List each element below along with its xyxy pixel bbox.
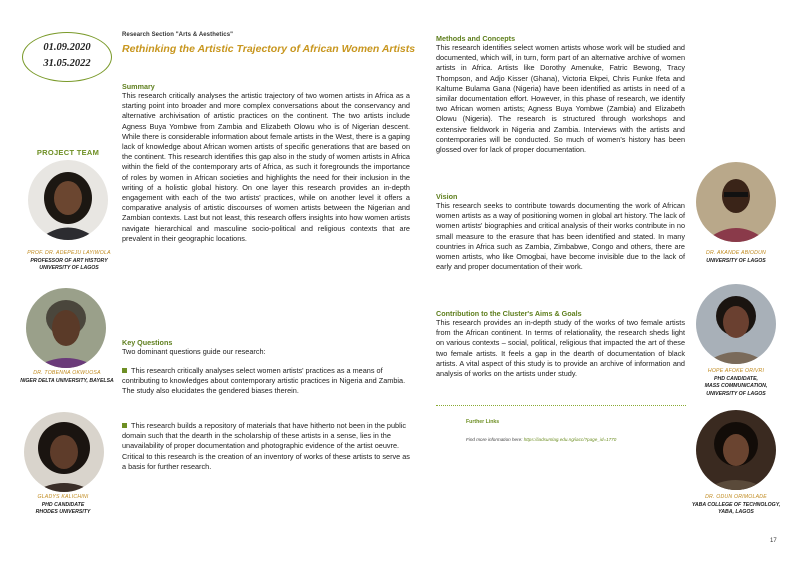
member-name: GLADYS KALICHINI <box>37 494 89 500</box>
avatar-kalichini <box>24 412 104 492</box>
start-date: 01.09.2020 <box>43 42 91 53</box>
member-name: HOPE AFOKE ORIVRI <box>707 368 765 374</box>
caption-layiwola <box>10 250 128 273</box>
member-affiliation: UNIVERSITY OF LAGOS <box>39 265 99 271</box>
portrait-photo-icon <box>696 284 776 364</box>
methods-heading: Methods and Concepts <box>436 34 516 43</box>
summary-heading: Summary <box>122 82 155 91</box>
member-affiliation: MASS COMMUNICATION, <box>704 383 768 389</box>
member-name: DR. ODUN ORIMOLADE <box>705 494 767 500</box>
key-questions-intro: Two dominant questions guide our research: <box>122 347 266 356</box>
avatar-layiwola <box>28 160 108 240</box>
caption-kalichini <box>6 494 120 517</box>
key-question-text: This research critically analyses select women artists' practices as a means of contributing to knowledges about contemporary artistic practices in Nigeria and Zambia. The study also elucidates the gendered biases therein. <box>122 366 406 396</box>
member-affiliation: UNIVERSITY OF LAGOS <box>706 257 766 264</box>
caption-abiodun <box>684 250 788 265</box>
methods-text: This research identifies select women artists whose work will be studied and documented, which will, in turn, form part of an alternative archive of women artists in Africa. Artists like Dorothy Amenuke, Fatric Bewong, Tracy Thompson, and Adjo Kisser (Ghana), Victoria Ekpei, Chris Funke Ifeta and Kaltume Bulama Gana (Nigeria) have been identified as artists in need of a similar documentation effort. However, in this phase of research, we identify two African women artists; Agness Buya Yombwe (Zambia) and Elizabeth Olowu (Nigeria). The research is structured through workshops and extensive fieldwork in Nigeria and Zambia. Interviews with the artists and contemporaries will be conducted. So much of women's history has been glossed over for lack of proper documentation. <box>436 43 685 155</box>
avatar-orivri <box>696 284 776 364</box>
member-name: DR. TOBENNA OKWUOSA <box>33 370 101 376</box>
member-affiliation: PHD CANDIDATE <box>41 501 85 508</box>
further-links-line <box>466 437 616 442</box>
dates-oval <box>22 32 112 82</box>
portrait-photo-icon <box>696 162 776 242</box>
caption-orimolade <box>684 494 788 517</box>
contribution-heading: Contribution to the Cluster's Aims & Goals <box>436 309 582 318</box>
vision-heading: Vision <box>436 192 458 201</box>
caption-orivri <box>684 368 788 398</box>
avatar-abiodun <box>696 162 776 242</box>
member-affiliation: YABA, LAGOS <box>718 509 754 515</box>
end-date: 31.05.2022 <box>43 58 91 69</box>
page-title: Rethinking the Artistic Trajectory of African Women Artists <box>122 43 416 55</box>
section-label: Research Section "Arts & Aesthetics" <box>122 32 234 38</box>
portrait-photo-icon <box>28 160 108 240</box>
summary-text: This research critically analyses the artistic trajectory of two women artists in Africa as a starting point into broader and more complex conversations about the conservancy and alternative archivisation of artistic practices on the continent. The two artists include Agness Buya Yombwe from Zambia and Elizabeth Olowu who is of Nigerian descent. While there is considerable information about female artists in the West, there is a gaping lack of knowledge about African women artists of specific generations that are based on the continent. This research identifies this gap also in the study of women artists in Africa within the field of the contemporary arts of Africa, as such it foregrounds the importance of roles by women in African societies and highlights the need for their inclusion in the writing of a holistic global history. On one layer this research provides an in-depth engagement with each of the two artists' practices, while on another level it offers a comparative analysis of artistic discourses of women artists between the Nigerian and Zambian contexts. Last but not least, this research offers insights into how women artists navigate hierarchical and masculine socio-political and religious contexts that are prevalent in their geographic locations. <box>122 91 410 243</box>
avatar-orimolade <box>696 410 776 490</box>
key-question-text: This research builds a repository of materials that have hitherto not been in the public domain such that the dearth in the scholarship of these artists in a sense, lies in the unavailability of proper documentation and photographic evidence of the artist oeuvre. Critical to this research is the creation of an inventory of works of these artists to serve as a basis for further research. <box>122 421 410 471</box>
member-name: DR. AKANDE ABIODUN <box>706 250 766 256</box>
dotted-divider <box>436 405 686 406</box>
member-name: PROF. DR. ADEPEJU LAYIWOLA <box>27 250 111 256</box>
vision-text: This research seeks to contribute towards documenting the work of African women artists as a way of positioning women in global art history. The lack of women artists' biographies and critical analysis of their works contribute in no small measure to the erasure that has been identified and stated. In many countries in Africa such as Zambia, Zimbabwe, Congo and others, there are women artists, who like Omogbai, have become invisible due to the lack of early and proper documentation of their work. <box>436 201 685 272</box>
member-affiliation: PROFESSOR OF ART HISTORY <box>30 257 108 264</box>
avatar-okwuosa <box>26 288 106 368</box>
member-affiliation: PHD CANDIDATE, <box>714 375 758 382</box>
member-affiliation: NIGER DELTA UNIVERSITY, BAYELSA <box>20 377 114 384</box>
key-questions-heading: Key Questions <box>122 338 173 347</box>
key-question-item <box>122 366 410 397</box>
page-number: 17 <box>770 538 777 544</box>
member-affiliation: RHODES UNIVERSITY <box>35 509 91 515</box>
portrait-photo-icon <box>696 410 776 490</box>
further-links-url[interactable]: https://iadsumlag.edu.ng/iacc/?page_id=1770 <box>523 437 617 442</box>
bullet-square-icon <box>122 423 127 428</box>
further-links-heading: Further Links <box>466 419 500 425</box>
portrait-photo-icon <box>26 288 106 368</box>
contribution-text: This research provides an in-depth study of the works of two female artists from the African continent. In terms of relationality, the research sheds light on various contexts – social, political, religious that impacted the art of these two female artists. It feels a gap in the dearth of documentation of black artists. A vital aspect of this study is to provide an archive of information and analysis of works on the artists under study. <box>436 318 685 379</box>
member-affiliation: UNIVERSITY OF LAGOS <box>706 390 766 397</box>
bullet-square-icon <box>122 368 127 373</box>
portrait-photo-icon <box>24 412 104 492</box>
project-team-heading: PROJECT TEAM <box>36 148 100 157</box>
caption-okwuosa <box>10 370 124 385</box>
key-question-item <box>122 421 410 472</box>
member-affiliation: YABA COLLEGE OF TECHNOLOGY, <box>691 501 781 508</box>
further-links-prefix: Find more information here: <box>466 437 524 442</box>
